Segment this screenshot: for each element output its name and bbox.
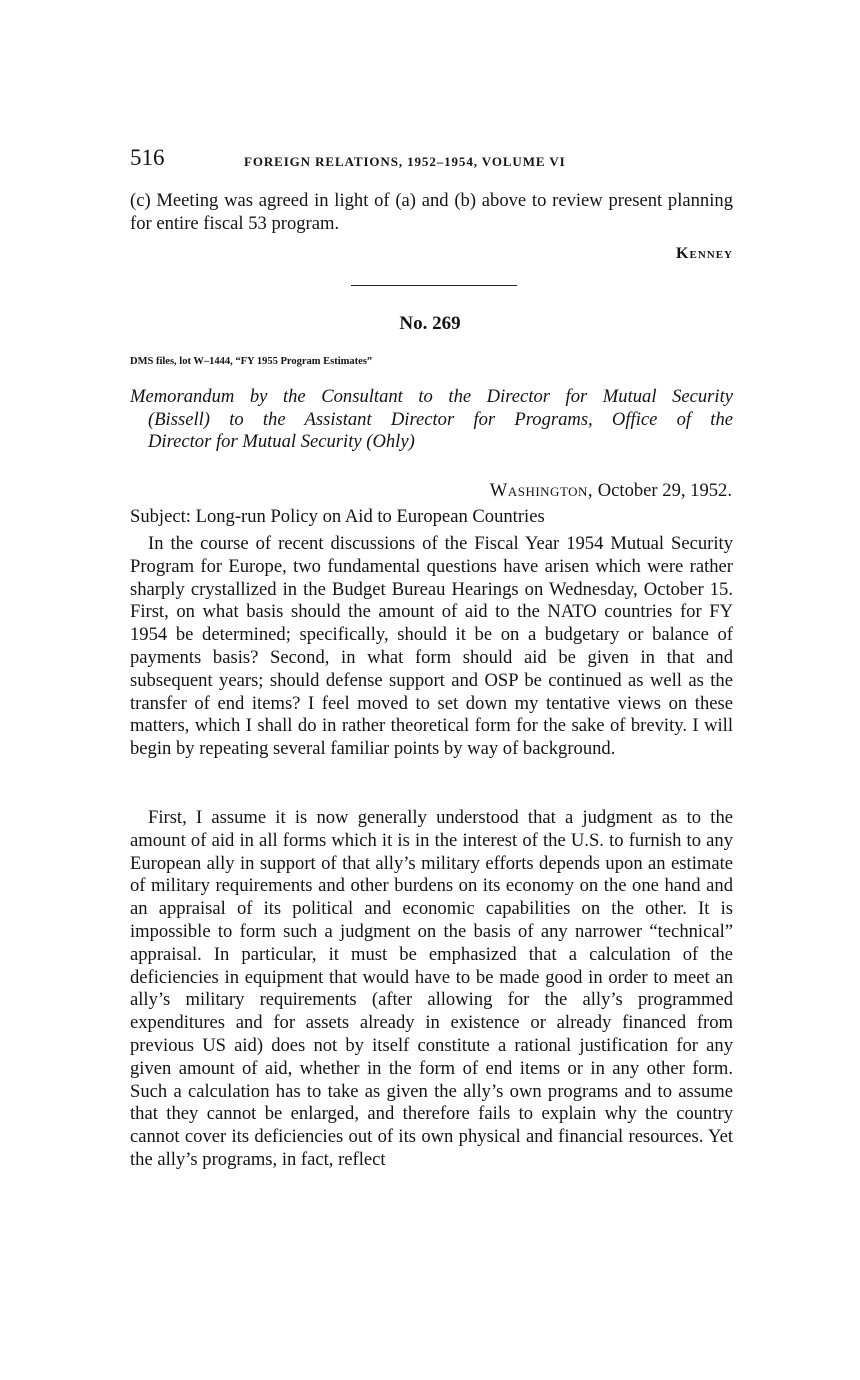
document-title-line: Memorandum by the Consultant to the Director for Mutual Security bbox=[130, 386, 733, 407]
signature: Kenney bbox=[676, 245, 733, 262]
document-title-line: (Bissell) to the Assistant Director for Programs, Office of the bbox=[148, 408, 733, 430]
body-paragraph: First, I assume it is now generally understood that a judgment as to the amount of aid in all forms which it is in the interest of the U.S. to furnish to any European ally in support of that ally’s military efforts depends upon an estimate of military requirements and other burdens on its economy on the one hand and an appraisal of its political and economic capabilities on the other. It is impossible to form such a judgment on the basis of any narrower “technical” appraisal. In particular, it must be emphasized that a calculation of the deficiencies in equipment that would have to be made good in order to meet an ally’s military requirements (after allowing for the ally’s programmed expenditures and for assets already in existence or already financed from previous US aid) does not by itself constitute a rational justification for any given amount of aid, whether in the form of end items or in any other form. Such a calculation has to take as given the ally’s own programs and to assume that they cannot be enlarged, and therefore fails to explain why the country cannot cover its deficiencies out of its own physical and financial resources. Yet the ally’s programs, in fact, reflect bbox=[130, 807, 733, 1170]
document-number: No. 269 bbox=[399, 313, 461, 334]
running-head: FOREIGN RELATIONS, 1952–1954, VOLUME VI bbox=[244, 154, 566, 169]
page-number: 516 bbox=[130, 145, 165, 170]
subject-line: Subject: Long-run Policy on Aid to European Countries bbox=[130, 506, 545, 527]
dateline-place: Washington, bbox=[489, 480, 594, 501]
dateline bbox=[490, 480, 732, 502]
document-title bbox=[130, 386, 733, 454]
item-c-paragraph: (c) Meeting was agreed in light of (a) and (b) above to review present planning for entire fiscal 53 program. bbox=[130, 190, 733, 234]
page-header bbox=[130, 145, 734, 175]
body-paragraph: In the course of recent discussions of the Fiscal Year 1954 Mutual Security Program for Europe, two fundamental questions have arisen which were rather sharply crystallized in the Budget Bureau Hearings on Wednesday, October 15. First, on what basis should the amount of aid to the NATO countries for FY 1954 be determined; specifically, should it be on a budgetary or balance of payments basis? Second, in what form should aid be given in that and subsequent years; should defense support and OSP be continued as well as the transfer of end items? I feel moved to set down my tentative views on these matters, which I shall do in rather theoretical form for the sake of brevity. I will begin by repeating several familiar points by way of background. bbox=[130, 533, 733, 760]
section-divider bbox=[351, 285, 517, 286]
dateline-date: October 29, 1952. bbox=[597, 480, 732, 501]
document-title-line: Director for Mutual Security (Ohly) bbox=[148, 431, 415, 452]
source-note: DMS files, lot W–1444, “FY 1955 Program Estimates” bbox=[130, 356, 373, 367]
